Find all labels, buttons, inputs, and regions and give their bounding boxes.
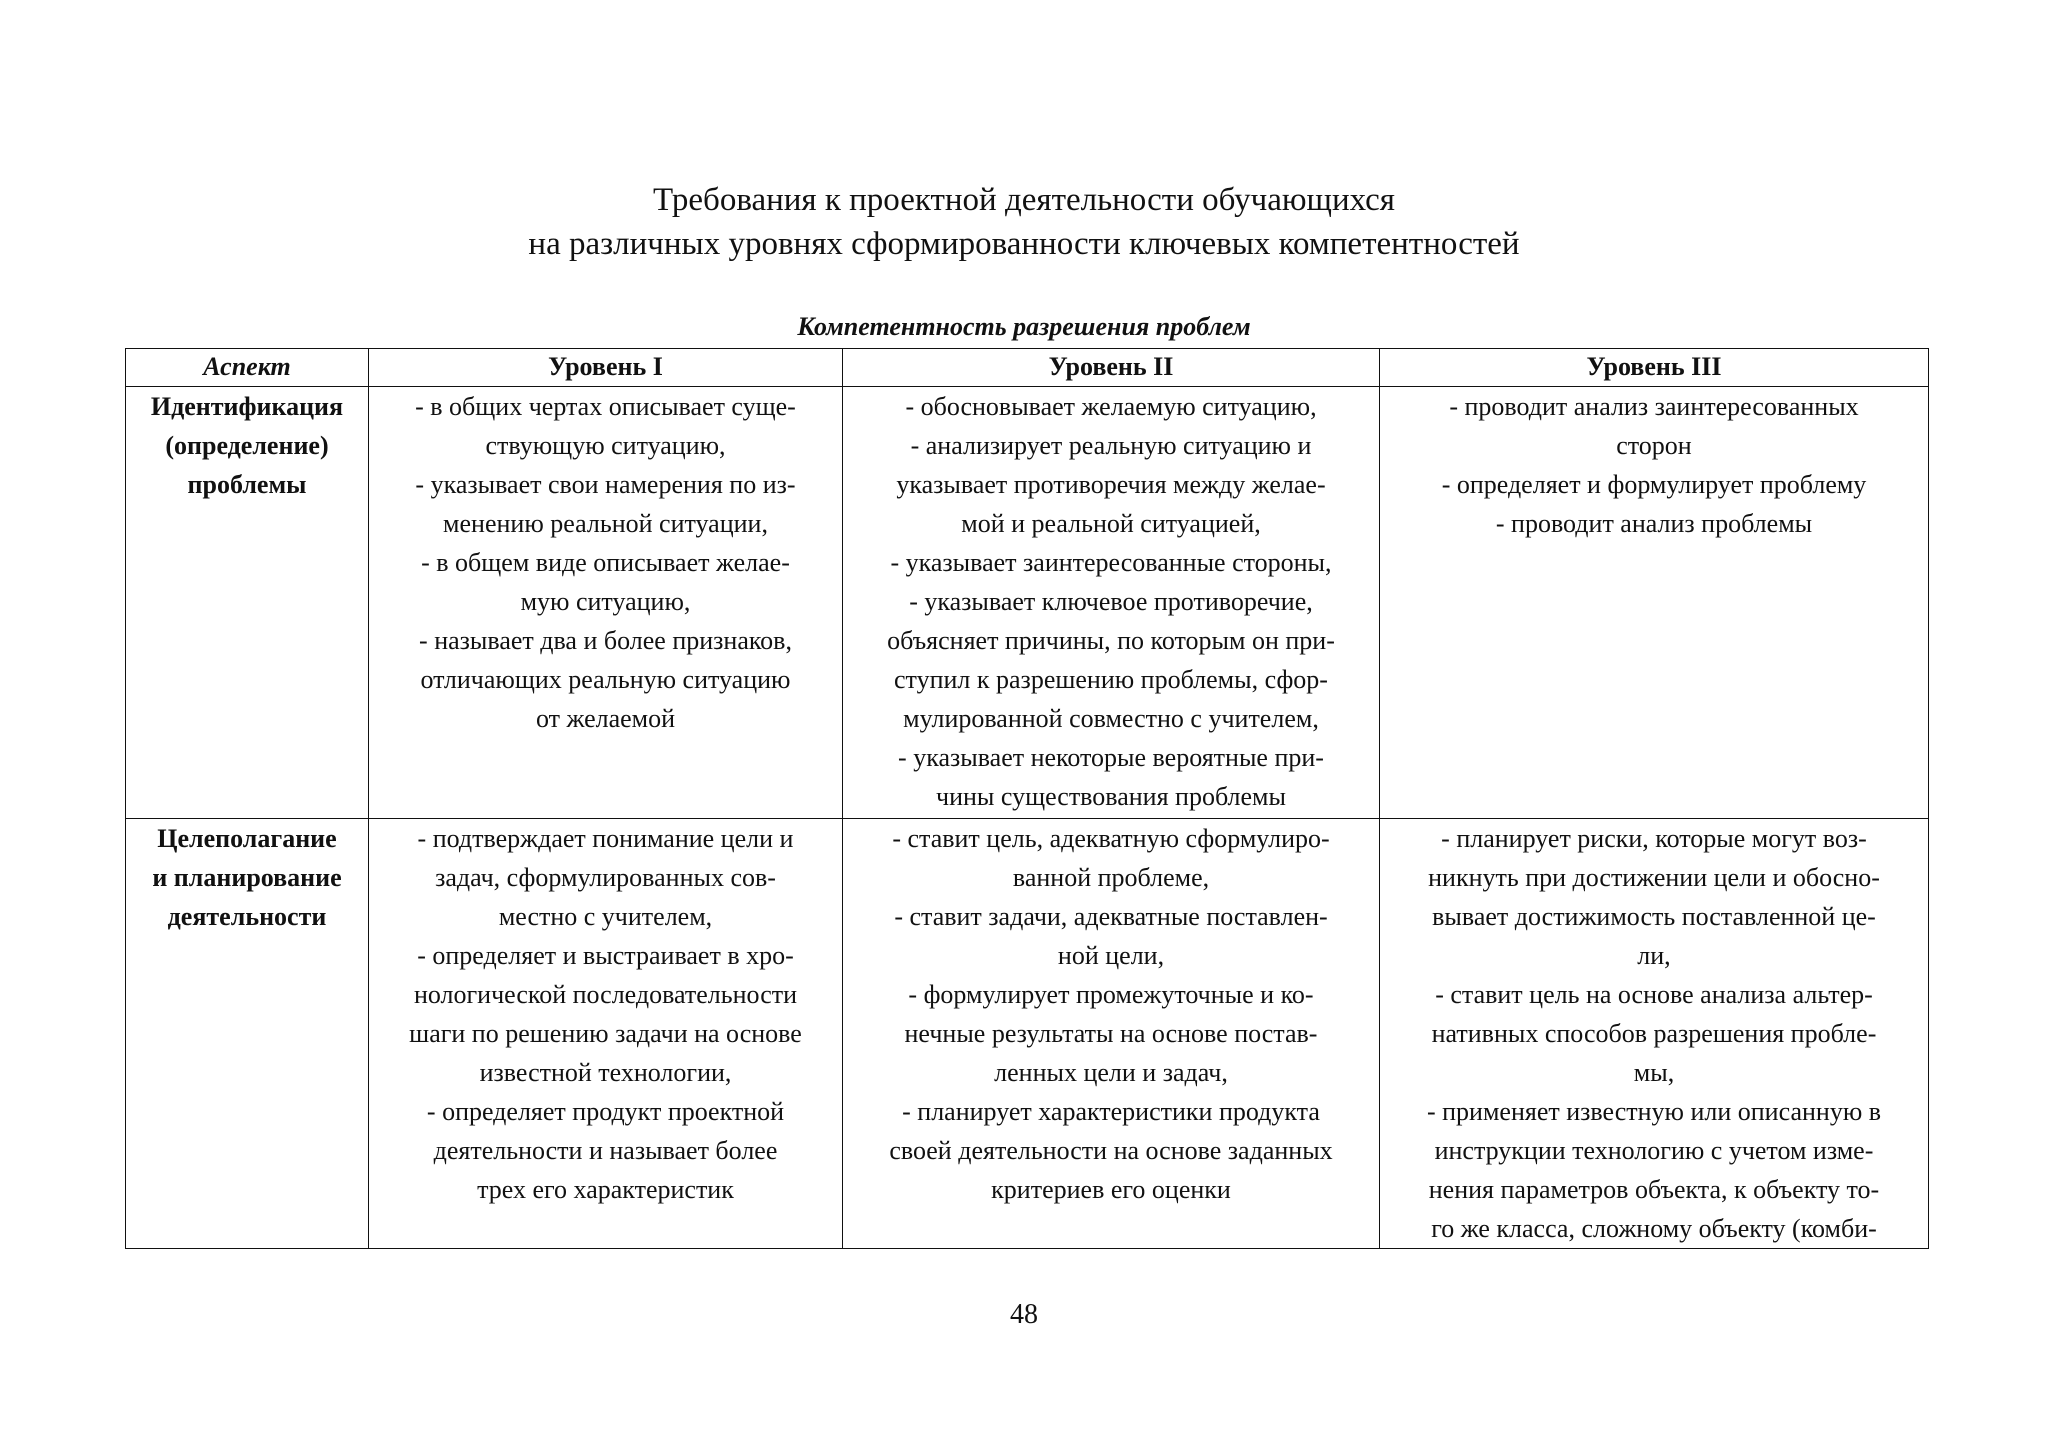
cell-line: - проводит анализ проблемы — [1495, 509, 1813, 538]
cell-line: местно с учителем, — [498, 902, 713, 931]
title-line-2: на различных уровнях сформированности ключевых компетентностей — [528, 226, 1520, 262]
page-number: 48 — [1010, 1299, 1038, 1330]
cell-line: Целеполагание — [157, 824, 337, 853]
page-title — [0, 178, 2048, 266]
cell-line: - указывает заинтересованные стороны, — [890, 548, 1332, 577]
cell-line: мой и реальной ситуацией, — [961, 509, 1261, 538]
cell-line: объясняет причины, по которым он при- — [887, 626, 1335, 655]
cell-line: - анализирует реальную ситуацию и — [910, 431, 1312, 460]
cell-line: указывает противоречия между желае- — [896, 470, 1326, 499]
level-2-cell — [843, 819, 1380, 1249]
cell-line: от желаемой — [535, 704, 676, 733]
aspect-cell — [126, 819, 369, 1249]
cell-line: ли, — [1637, 941, 1671, 970]
cell-line: - называет два и более признаков, — [419, 626, 792, 655]
cell-line: деятельности — [167, 902, 327, 931]
cell-line: чины существования проблемы — [936, 782, 1286, 811]
table-header-row — [126, 349, 1929, 387]
cell-line: проблемы — [187, 470, 307, 499]
title-line-1: Требования к проектной деятельности обучающихся — [652, 182, 1395, 218]
cell-line: мулированной совместно с учителем, — [903, 704, 1319, 733]
level-1-cell — [369, 819, 843, 1249]
cell-line: ступил к разрешению проблемы, сфор- — [894, 665, 1328, 694]
column-header-level-3: Уровень III — [1380, 349, 1929, 387]
cell-line: - в общем виде описывает желае- — [421, 548, 790, 577]
level-1-cell — [369, 387, 843, 819]
cell-line: - подтверждает понимание цели и — [417, 824, 794, 853]
table-subtitle: Компетентность разрешения проблем — [797, 312, 1251, 341]
cell-line: никнуть при достижении цели и обосно- — [1428, 863, 1880, 892]
cell-line: - планирует риски, которые могут воз- — [1441, 824, 1867, 853]
column-header-level-1: Уровень I — [369, 349, 843, 387]
cell-line: мую ситуацию, — [520, 587, 691, 616]
cell-line: - формулирует промежуточные и ко- — [908, 980, 1314, 1009]
cell-line: - ставит цель на основе анализа альтер- — [1435, 980, 1873, 1009]
cell-line: - определяет и выстраивает в хро- — [417, 941, 794, 970]
cell-line: - планирует характеристики продукта — [902, 1097, 1320, 1126]
cell-line: - в общих чертах описывает суще- — [415, 392, 796, 421]
cell-line: своей деятельности на основе заданных — [889, 1136, 1333, 1165]
cell-line: мы, — [1633, 1058, 1675, 1087]
cell-line: - указывает некоторые вероятные при- — [898, 743, 1324, 772]
cell-line: нологической последовательности — [413, 980, 798, 1009]
column-header-level-2: Уровень II — [843, 349, 1380, 387]
cell-line: ленных цели и задач, — [994, 1058, 1228, 1087]
level-3-cell — [1380, 819, 1929, 1249]
cell-line: менению реальной ситуации, — [443, 509, 768, 538]
cell-line: - обосновывает желаемую ситуацию, — [905, 392, 1317, 421]
cell-line: задач, сформулированных сов- — [435, 863, 776, 892]
cell-line: - ставит задачи, адекватные поставлен- — [894, 902, 1328, 931]
cell-line: - применяет известную или описанную в — [1426, 1097, 1882, 1126]
cell-line: - ставит цель, адекватную сформулиро- — [892, 824, 1330, 853]
cell-line: отличающих реальную ситуацию — [420, 665, 791, 694]
cell-line: нечные результаты на основе постав- — [904, 1019, 1318, 1048]
cell-line: - проводит анализ заинтересованных — [1449, 392, 1859, 421]
table-row — [126, 387, 1929, 819]
cell-line: - указывает свои намерения по из- — [415, 470, 796, 499]
aspect-cell — [126, 387, 369, 819]
cell-line: шаги по решению задачи на основе — [409, 1019, 802, 1048]
cell-line: ванной проблеме, — [1012, 863, 1210, 892]
cell-line: и планирование — [152, 863, 342, 892]
cell-line: сторон — [1616, 431, 1692, 460]
cell-line: известной технологии, — [479, 1058, 732, 1087]
level-2-cell — [843, 387, 1380, 819]
cell-line: нения параметров объекта, к объекту то- — [1428, 1175, 1880, 1204]
cell-line: вывает достижимость поставленной це- — [1432, 902, 1876, 931]
cell-line: - определяет и формулирует проблему — [1441, 470, 1867, 499]
cell-line: ствующую ситуацию, — [485, 431, 726, 460]
table-row — [126, 819, 1929, 1249]
cell-line: трех его характеристик — [477, 1175, 734, 1204]
cell-line: деятельности и называет более — [433, 1136, 778, 1165]
cell-line: го же класса, сложному объекту (комби- — [1431, 1214, 1877, 1243]
cell-line: критериев его оценки — [991, 1175, 1231, 1204]
cell-line: - указывает ключевое противоречие, — [909, 587, 1313, 616]
cell-line: (определение) — [165, 431, 329, 460]
cell-line: Идентификация — [150, 392, 344, 421]
cell-line: ной цели, — [1057, 941, 1165, 970]
cell-line: нативных способов разрешения пробле- — [1431, 1019, 1877, 1048]
cell-line: - определяет продукт проектной — [426, 1097, 785, 1126]
level-3-cell — [1380, 387, 1929, 819]
competency-table — [125, 348, 1929, 1249]
column-header-aspect: Аспект — [126, 349, 369, 387]
cell-line: инструкции технологию с учетом изме- — [1434, 1136, 1874, 1165]
